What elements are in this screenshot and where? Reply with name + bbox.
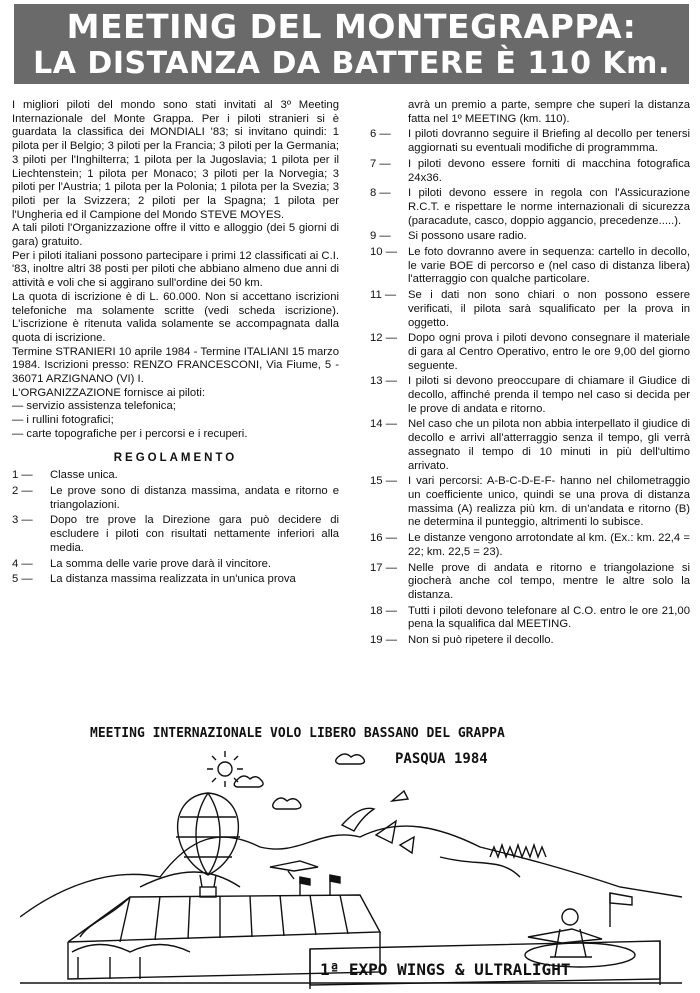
rule-text: I piloti devono essere in regola con l'Assicurazione R.C.T. e rispettare le norme internazionali di sicurezza (paracadute, casco, doppio aggancio, precedenze.....). (408, 187, 690, 227)
rule-text: Le foto dovranno avere in sequenza: cartello in decollo, le varie BOE di percorso e (nel caso di distanza libera) l'atterraggio con qualche particolare. (408, 246, 690, 286)
festival-illustration (20, 717, 682, 989)
list-item (370, 246, 690, 287)
rule-text: I piloti devono essere forniti di macchina fotografica 24x36. (408, 157, 690, 184)
rule-text: I piloti si devono preoccupare di chiamare il Giudice di decollo, affinché prenda il tempo nel caso si decida per le prove di andata e ritorno. (408, 375, 690, 415)
rule-text: La somma delle varie prove darà il vincitore. (50, 557, 272, 570)
rule-number: 15 — (370, 475, 398, 488)
cloud-icon (273, 798, 301, 809)
list-item (370, 187, 690, 228)
intro-paragraph: A tali piloti l'Organizzazione offre il vitto e alloggio (dei 5 giorni di gara) gratuito. (12, 222, 339, 249)
hang-glider-icon (400, 837, 414, 853)
rule-text: Dopo ogni prova i piloti devono consegnare il materiale di gara al Centro Operativo, entro le ore 9,00 del giorno seguente. (408, 332, 690, 372)
rule-text: Le distanze vengono arrotondate al km. (Ex.: km. 22,4 = 22; km. 22,5 = 23). (408, 532, 690, 558)
list-item: — servizio assistenza telefonica; (12, 400, 176, 413)
list-item (370, 634, 690, 648)
rule-text: I vari percorsi: A-B-C-D-E-F- hanno nel chilometraggio un coefficiente unico, quindi se una prova di distanza massima (A) realizza più km. di un'andata e ritorno (B) ne determina il punteggio, altrimenti lo subisce. (408, 475, 690, 529)
rules-list-right (370, 128, 690, 647)
rule-number: 11 — (370, 289, 397, 302)
rule-number: 17 — (370, 561, 398, 574)
rule-text: Tutti i piloti devono telefonare al C.O. entro le ore 21,00 pena la squalifica dal MEETING. (408, 604, 690, 631)
list-item (370, 418, 690, 473)
rule-text: La distanza massima realizzata in un'unica prova (50, 573, 296, 586)
list-item (370, 158, 690, 185)
rule-number: 6 — (370, 128, 391, 141)
hang-glider-icon (270, 861, 318, 879)
rule-5-continuation: avrà un premio a parte, sempre che superi la distanza fatta nel 1º MEETING (km. 110). (408, 99, 690, 125)
headline-line-2: LA DISTANZA DA BATTERE È 110 Km. (33, 46, 670, 81)
title-banner (14, 4, 689, 84)
list-item (12, 469, 339, 483)
rule-number: 14 — (370, 418, 398, 431)
rule-text: I piloti dovranno seguire il Briefing al decollo per tenersi aggiornati su eventuali modifiche di programmma. (408, 128, 690, 155)
left-column (12, 99, 339, 589)
rule-text: Si possono usare radio. (408, 230, 527, 243)
rule-number: 1 — (12, 469, 33, 482)
list-item: — carte topografiche per i percorsi e i recuperi. (12, 427, 248, 440)
flag-icon (300, 877, 310, 895)
rule-number: 16 — (370, 532, 398, 545)
list-item (370, 532, 690, 559)
intro-paragraph: L'ORGANIZZAZIONE fornisce ai piloti: (12, 386, 205, 399)
rule-text: Classe unica. (50, 469, 118, 482)
list-item (12, 573, 339, 587)
right-column (370, 99, 690, 650)
hang-glider-icon (376, 821, 396, 843)
intro-paragraph: Per i piloti italiani possono partecipare i primi 12 classificati ai C.I. '83, inoltre altri 38 posti per piloti che abbiano almeno due anni di attività e voli che si aggirano sull'ordine dei 50 km. (12, 249, 339, 290)
list-item (370, 562, 690, 603)
hang-glider-icon (342, 808, 374, 831)
headline-line-1: MEETING DEL MONTEGRAPPA: (66, 7, 637, 46)
drawing-date: PASQUA 1984 (395, 751, 488, 767)
list-item: — i rullini fotografici; (12, 414, 114, 427)
rule-text: Nelle prove di andata e ritorno e triangolazione si giocherà anche col tempo, mentre le altre solo la distanza. (408, 561, 690, 601)
services-list (12, 400, 339, 441)
rule-number: 10 — (370, 246, 398, 259)
intro-paragraph: I migliori piloti del mondo sono stati invitati al 3º Meeting Internazionale del Monte Grappa. Per i piloti stranieri si è guardata la classifica dei MONDIALI '83; si invitano quindi: 1 pilota per il Belgio; 3 piloti per la Francia; 3 piloti per la Germania; 3 piloti per l'Inghilterra; 1 pilota per la Jugoslavia; 1 pilota per il Liechtenstein; 1 pilota per Monaco; 3 piloti per la Norvegia; 3 piloti per l'Austria; 1 pilota per la Polonia; 1 pilota per la Svezia; 3 piloti per la Svizzera; 2 piloti per la Spagna; 1 pilota per l'Ungheria ed il Campione del Mondo STEVE MOYES. (12, 99, 339, 221)
regolamento-heading: REGOLAMENTO (113, 451, 238, 464)
rule-number: 2 — (12, 484, 33, 497)
rule-text: Nel caso che un pilota non abbia interpellato il giudice di decollo e arrivi all'atterraggio senza il tempo, gli verrà assegnato il tempo di 10 minuti in più dell'ultimo arrivato. (408, 418, 690, 472)
rule-number: 13 — (370, 375, 398, 388)
rule-number: 3 — (12, 514, 33, 527)
rule-number: 5 — (12, 573, 33, 586)
ultralight-icon (528, 909, 602, 957)
list-item (370, 128, 690, 155)
rule-number: 4 — (12, 557, 33, 570)
rule-text: Dopo tre prove la Direzione gara può decidere di escludere i piloti con risultati nettamente inferiori alla media. (50, 514, 339, 554)
flag-icon (330, 875, 340, 895)
rule-text: Non si può ripetere il decollo. (408, 634, 554, 647)
list-item (370, 375, 690, 416)
rule-text: Le prove sono di distanza massima, andata e ritorno e triangolazioni. (50, 484, 339, 511)
hang-glider-icon (392, 791, 408, 801)
rule-number: 7 — (370, 157, 391, 170)
rule-number: 9 — (370, 230, 391, 243)
rule-text: Se i dati non sono chiari o non possono essere verificati, il pilota sarà squalificato per la prova in oggetto. (408, 289, 690, 329)
list-item (370, 475, 690, 530)
list-item (370, 332, 690, 373)
sun-icon (207, 751, 243, 787)
intro-paragraph: La quota di iscrizione è di L. 60.000. Non si accettano iscrizioni telefoniche ma solamente scritte (vedi scheda iscrizione). L'iscrizione è ritenuta valida solamente se accompagnata dalla quota di iscrizione. (12, 290, 339, 344)
expo-banner-text: 1ª EXPO WINGS & ULTRALIGHT (320, 960, 571, 979)
list-item (12, 558, 339, 572)
rule-number: 19 — (370, 634, 398, 647)
rules-list-left (12, 469, 339, 587)
list-item (370, 605, 690, 632)
windsock-icon (610, 893, 632, 927)
mountains (20, 826, 682, 917)
list-item (12, 485, 339, 512)
list-item (370, 230, 690, 244)
cloud-icon (234, 776, 263, 787)
rule-number: 12 — (370, 332, 398, 345)
cloud-icon (336, 754, 365, 764)
drawing-caption: MEETING INTERNAZIONALE VOLO LIBERO BASSANO DEL GRAPPA (90, 726, 505, 741)
rule-number: 18 — (370, 604, 398, 617)
list-item (370, 289, 690, 330)
rule-number: 8 — (370, 187, 391, 200)
intro-paragraph: Termine STRANIERI 10 aprile 1984 - Termine ITALIANI 15 marzo 1984. Iscrizioni presso: RENZO FRANCESCONI, Via Fiume, 5 - 36071 ARZIGNANO (VI) I. (12, 345, 339, 386)
list-item (12, 514, 339, 555)
